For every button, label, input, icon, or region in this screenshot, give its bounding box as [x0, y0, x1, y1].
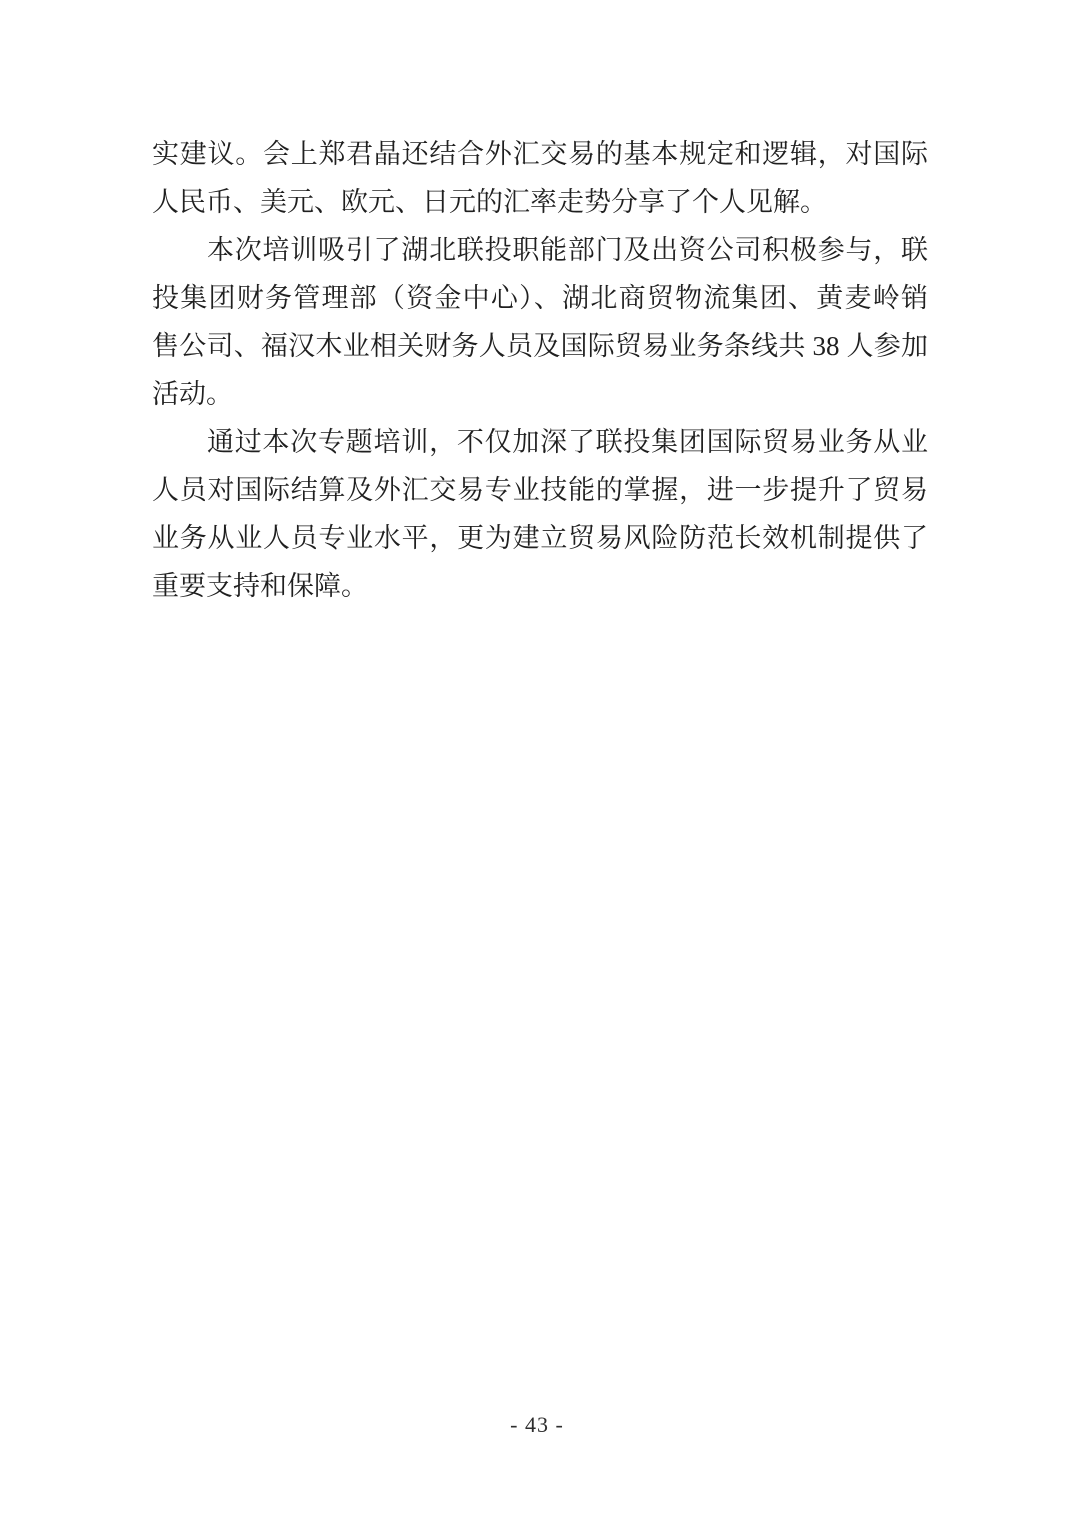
page-number: - 43 - [510, 1412, 564, 1437]
text-line: 重要支持和保障。 [152, 571, 368, 601]
text-line: 本次培训吸引了湖北联投职能部门及出资公司积极参与，联 [207, 235, 928, 265]
text-line: 活动。 [152, 379, 233, 409]
text-line: 通过本次专题培训，不仅加深了联投集团国际贸易业务从业 [207, 427, 928, 457]
text-line: 业务从业人员专业水平，更为建立贸易风险防范长效机制提供了 [152, 523, 928, 553]
text-line: 人民币、美元、欧元、日元的汇率走势分享了个人见解。 [152, 187, 827, 217]
text-line: 实建议。会上郑君晶还结合外汇交易的基本规定和逻辑，对国际 [152, 139, 928, 169]
text-line: 售公司、福汉木业相关财务人员及国际贸易业务条线共 38 人参加 [152, 331, 928, 361]
text-line: 投集团财务管理部（资金中心）、湖北商贸物流集团、黄麦岭销 [152, 283, 928, 313]
document-body-text [152, 130, 928, 610]
text-line: 人员对国际结算及外汇交易专业技能的掌握，进一步提升了贸易 [152, 475, 928, 505]
